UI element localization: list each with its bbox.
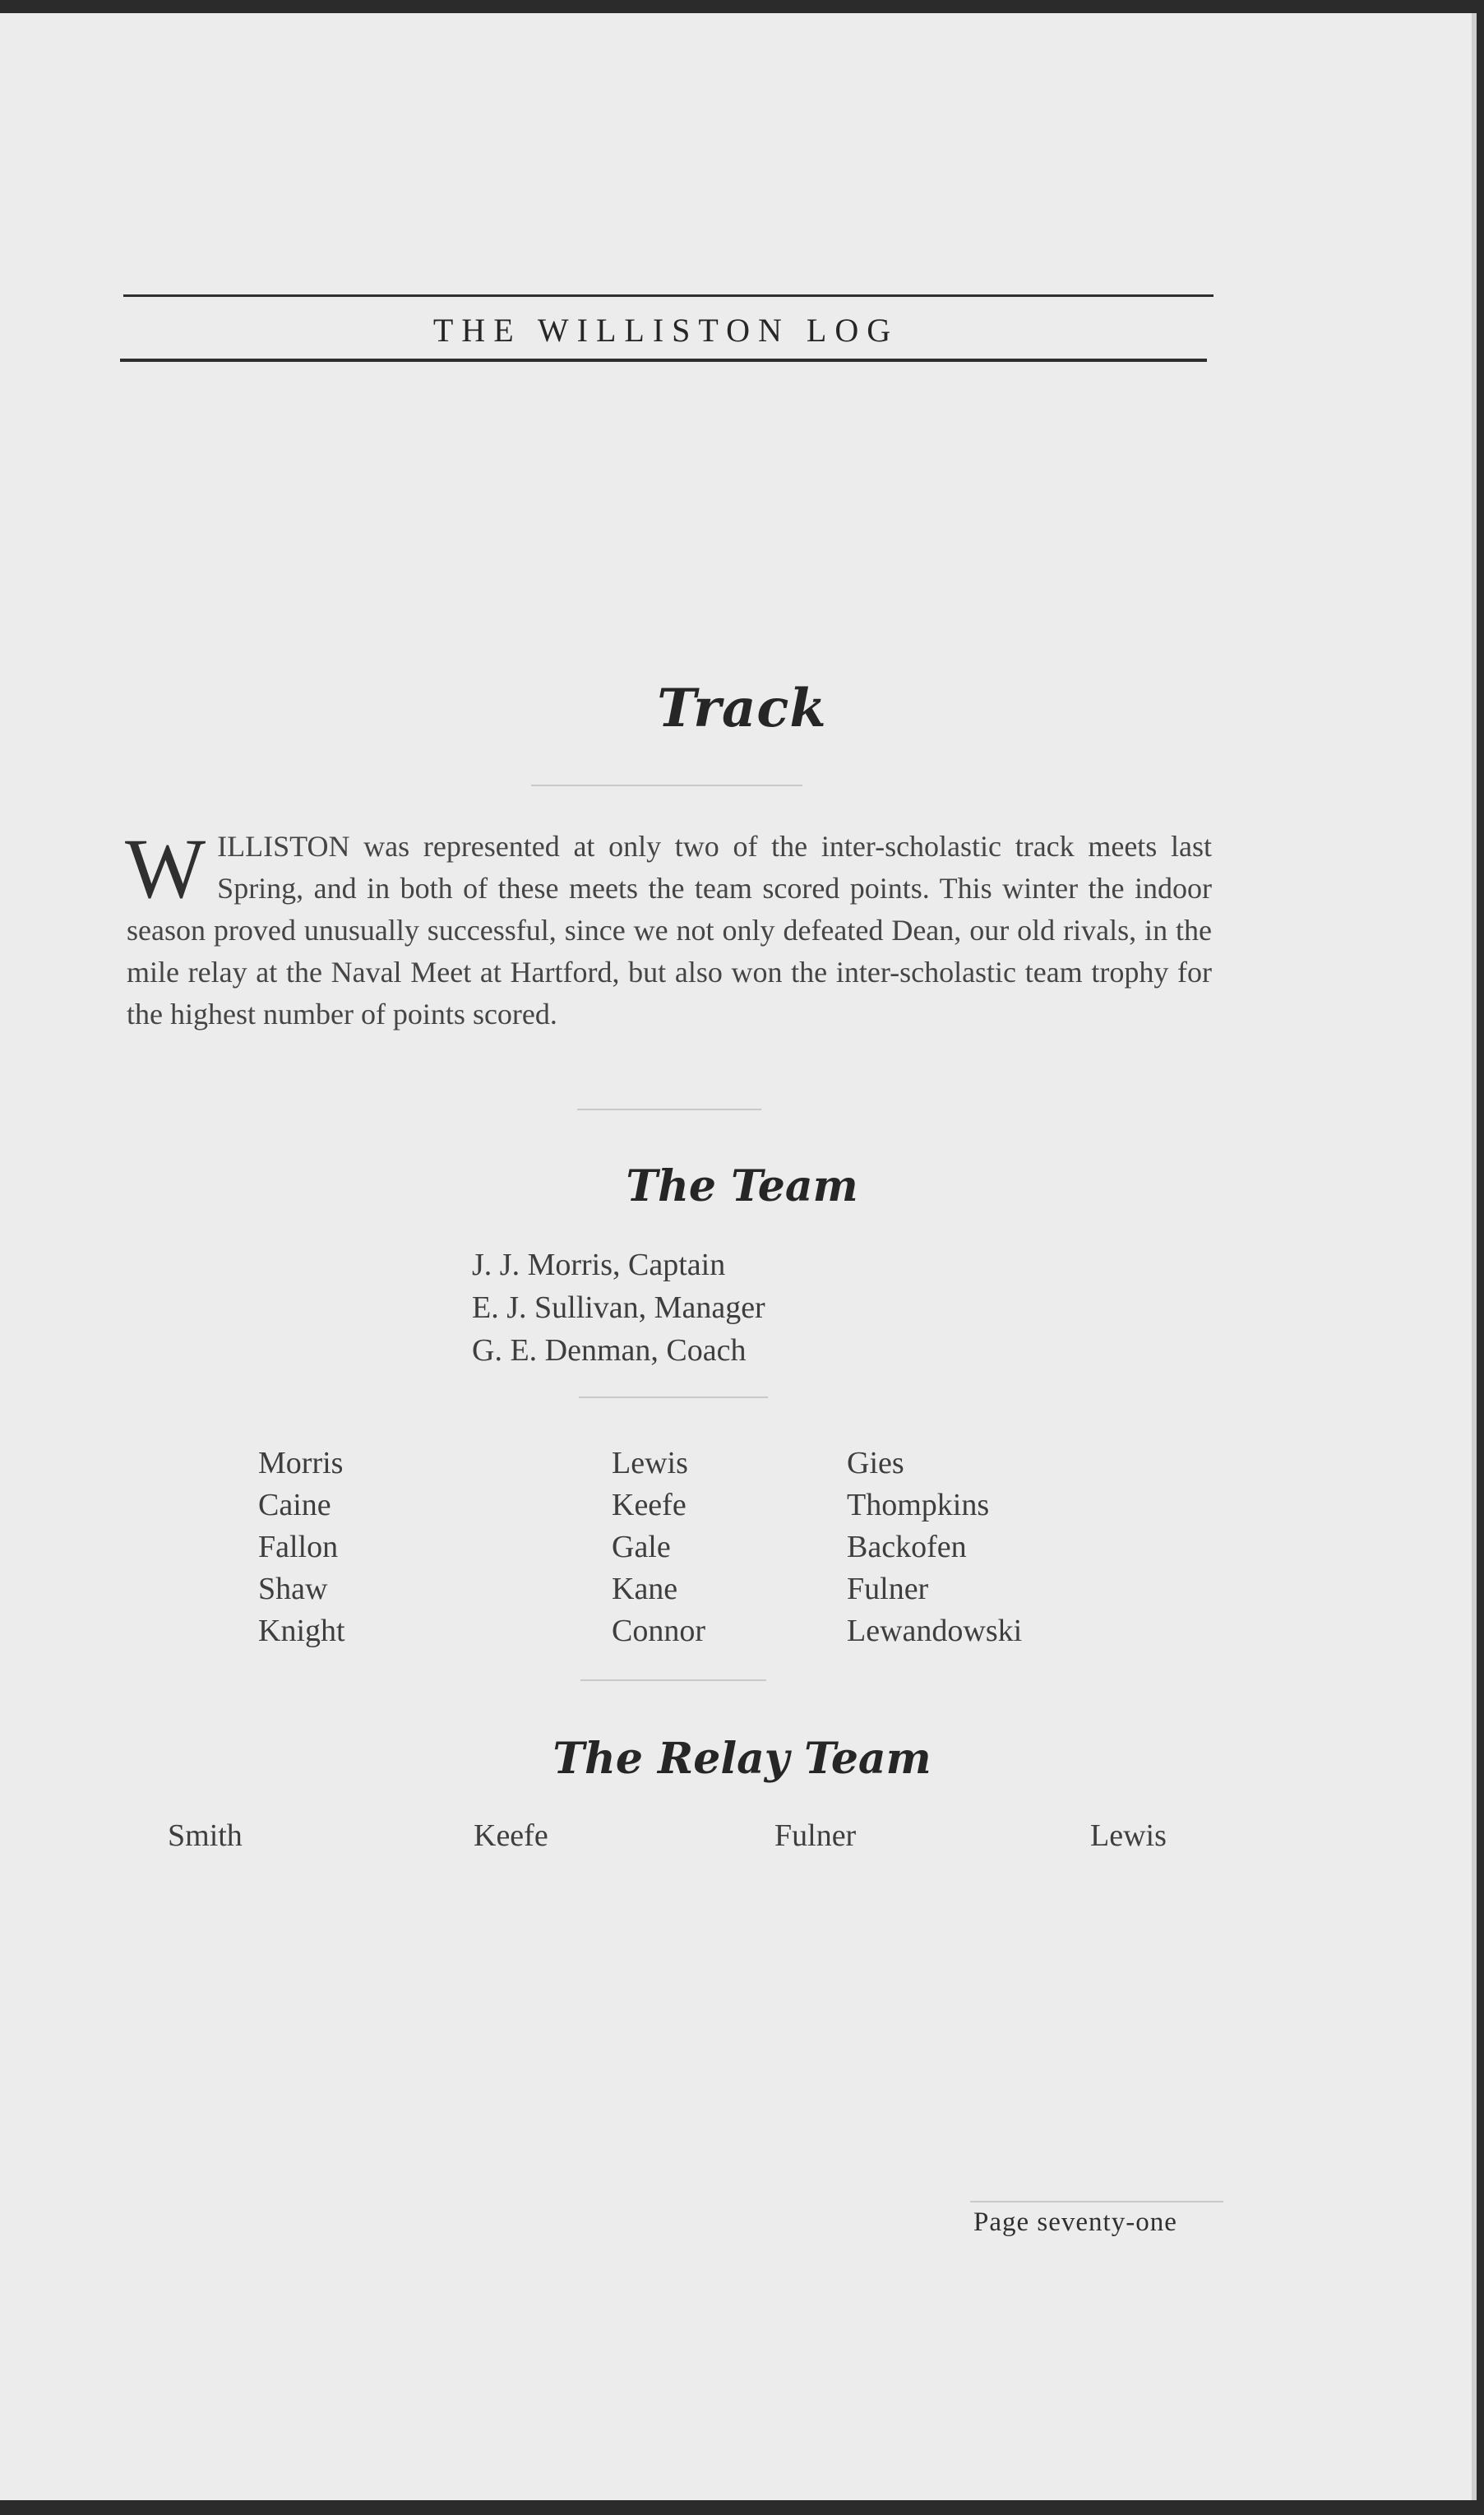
roster-name: Connor [612,1614,705,1648]
roster-name: Gale [612,1530,671,1564]
track-heading: Track [657,678,827,739]
relay-member: Smith [168,1818,243,1853]
roster-name: Lewandowski [847,1614,1023,1648]
roster-name: Morris [258,1446,344,1480]
roster-name: Gies [847,1446,904,1480]
roster-column-3 [847,1443,1022,1652]
footer-rule [970,2201,1223,2202]
book-page [0,13,1477,2500]
relay-divider [580,1679,766,1681]
page-number: Page seventy-one [973,2207,1177,2237]
relay-member: Fulner [774,1818,857,1853]
roster-column-2 [612,1443,705,1652]
roster-name: Fallon [258,1530,339,1564]
drop-cap: W [125,822,206,916]
officer-captain: J. J. Morris, Captain [472,1248,726,1282]
team-heading: The Team [626,1161,858,1211]
team-divider [577,1109,761,1110]
roster-name: Kane [612,1572,678,1606]
roster-name: Caine [258,1488,331,1522]
officers-list [472,1244,765,1372]
intro-paragraph [125,822,1212,1035]
officer-manager: E. J. Sullivan, Manager [472,1290,765,1325]
relay-member: Keefe [474,1818,548,1853]
roster-name: Fulner [847,1572,929,1606]
officer-coach: G. E. Denman, Coach [472,1333,747,1368]
roster-name: Backofen [847,1530,967,1564]
roster-name: Lewis [612,1446,688,1480]
roster-name: Knight [258,1614,345,1648]
roster-name: Keefe [612,1488,687,1522]
intro-text: ILLISTON was represented at only two of the inter-scholastic track meets last Spring, and in both of these meets the team scored points. This winter the indoor season proved unusually successful, since we not only defeated Dean, our old rivals, in the mile relay at the Naval Meet at Hartford, but also won the inter-scholastic team trophy for the highest number of points scored. [127,830,1212,1031]
roster-name: Shaw [258,1572,328,1606]
roster-name: Thompkins [847,1488,990,1522]
roster-column-1 [258,1443,345,1652]
running-title: THE WILLISTON LOG [432,312,899,349]
relay-member: Lewis [1090,1818,1167,1853]
header-rule-top [123,294,1214,297]
roster-divider [579,1396,768,1398]
header-rule-bottom [120,359,1207,362]
track-divider [531,785,802,786]
relay-heading: The Relay Team [552,1734,932,1784]
